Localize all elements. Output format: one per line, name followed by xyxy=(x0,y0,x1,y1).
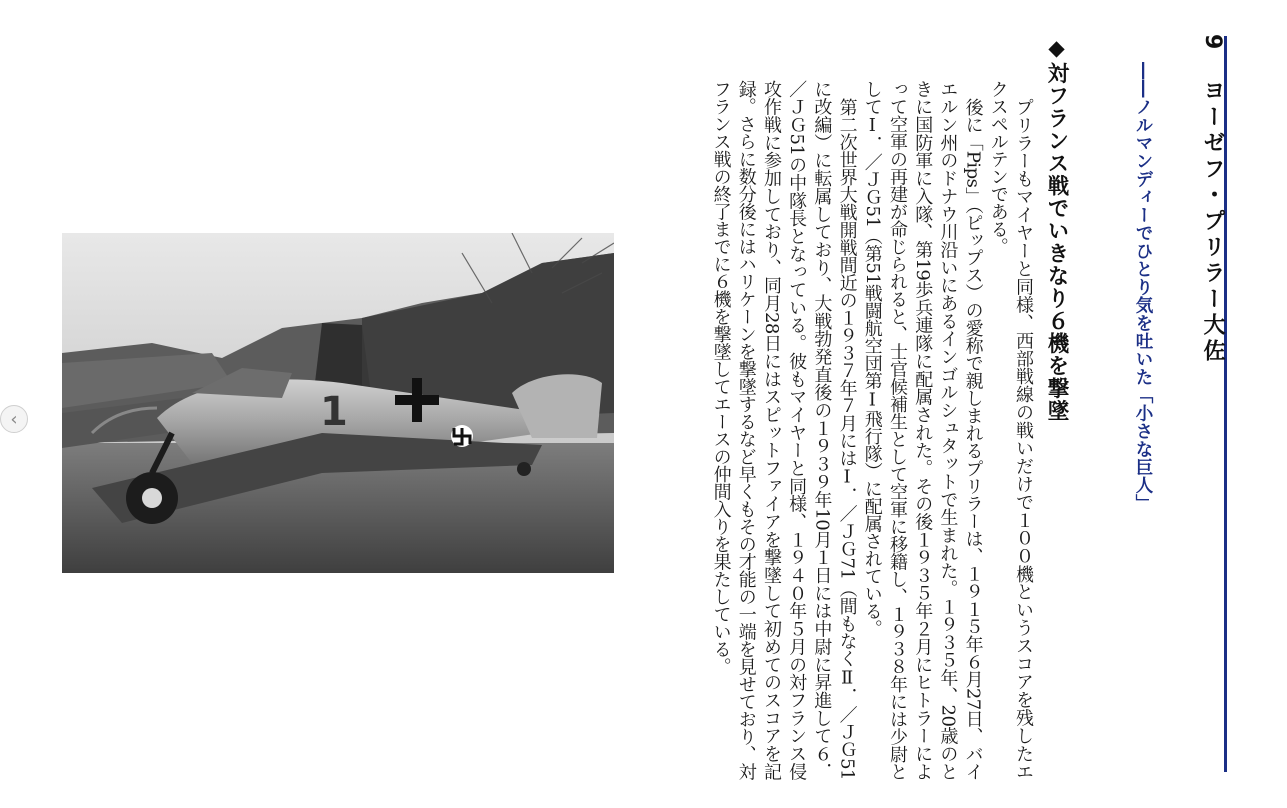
chapter-subtitle: ――ノルマンディーでひとり気を吐いた「小さな巨人」 xyxy=(1133,62,1153,512)
paragraph-1: プリラーもマイヤーと同様、西部戦線の戦いだけで１００機というスコアを残したエクスペルテンである。 xyxy=(987,80,1034,781)
section-heading: ◆対フランス戦でいきなり６機を撃墜 xyxy=(1044,36,1069,422)
paragraph-3: 第二次世界大戦開戦間近の１９３７年７月にはⅠ．／ＪＧ71（間もなくⅡ．／ＪＧ51に改編）に転属しており、大戦勃発直後の１９３９年10月１日には中尉に昇進して６．／ＪＧ51の中隊長となっている。彼もマイヤーと同様、１９４０年５月の対フランス侵攻作戦に参加しており、同月28日にはスピットファイアを撃墜して初めてのスコアを記録。さらに数分後にはハリケーンを撃墜するなど早くもその才能の一端を見せており、対フランス戦の終了までに６機を撃墜してエースの仲間入りを果たしている。 xyxy=(710,80,858,780)
previous-page-button[interactable] xyxy=(0,405,28,433)
chevron-left-icon: ‹ xyxy=(10,408,18,430)
fuselage-number: 1 xyxy=(320,389,348,435)
body-text xyxy=(684,80,1036,780)
chapter-title: 9 ヨーゼフ・プリラー大佐 xyxy=(1200,34,1225,366)
paragraph-2: 後に「Pips」（ピップス）の愛称で親しまれるプリラーは、１９１５年６月27日、バイエルン州のドナウ川沿いにあるインゴルシュタットで生まれた。１９３５年、20歳のときに国防軍に入隊、第19歩兵連隊に配属された。その後１９３５年２月にヒトラーによって空軍の再建が命じられると、士官候補生として空軍に移籍し、１９３８年には少尉としてⅠ．／ＪＧ51（第51戦闘航空団第Ⅰ飛行隊）に配属されている。 xyxy=(861,80,984,780)
photo-messerschmitt-bf109 xyxy=(62,233,614,573)
